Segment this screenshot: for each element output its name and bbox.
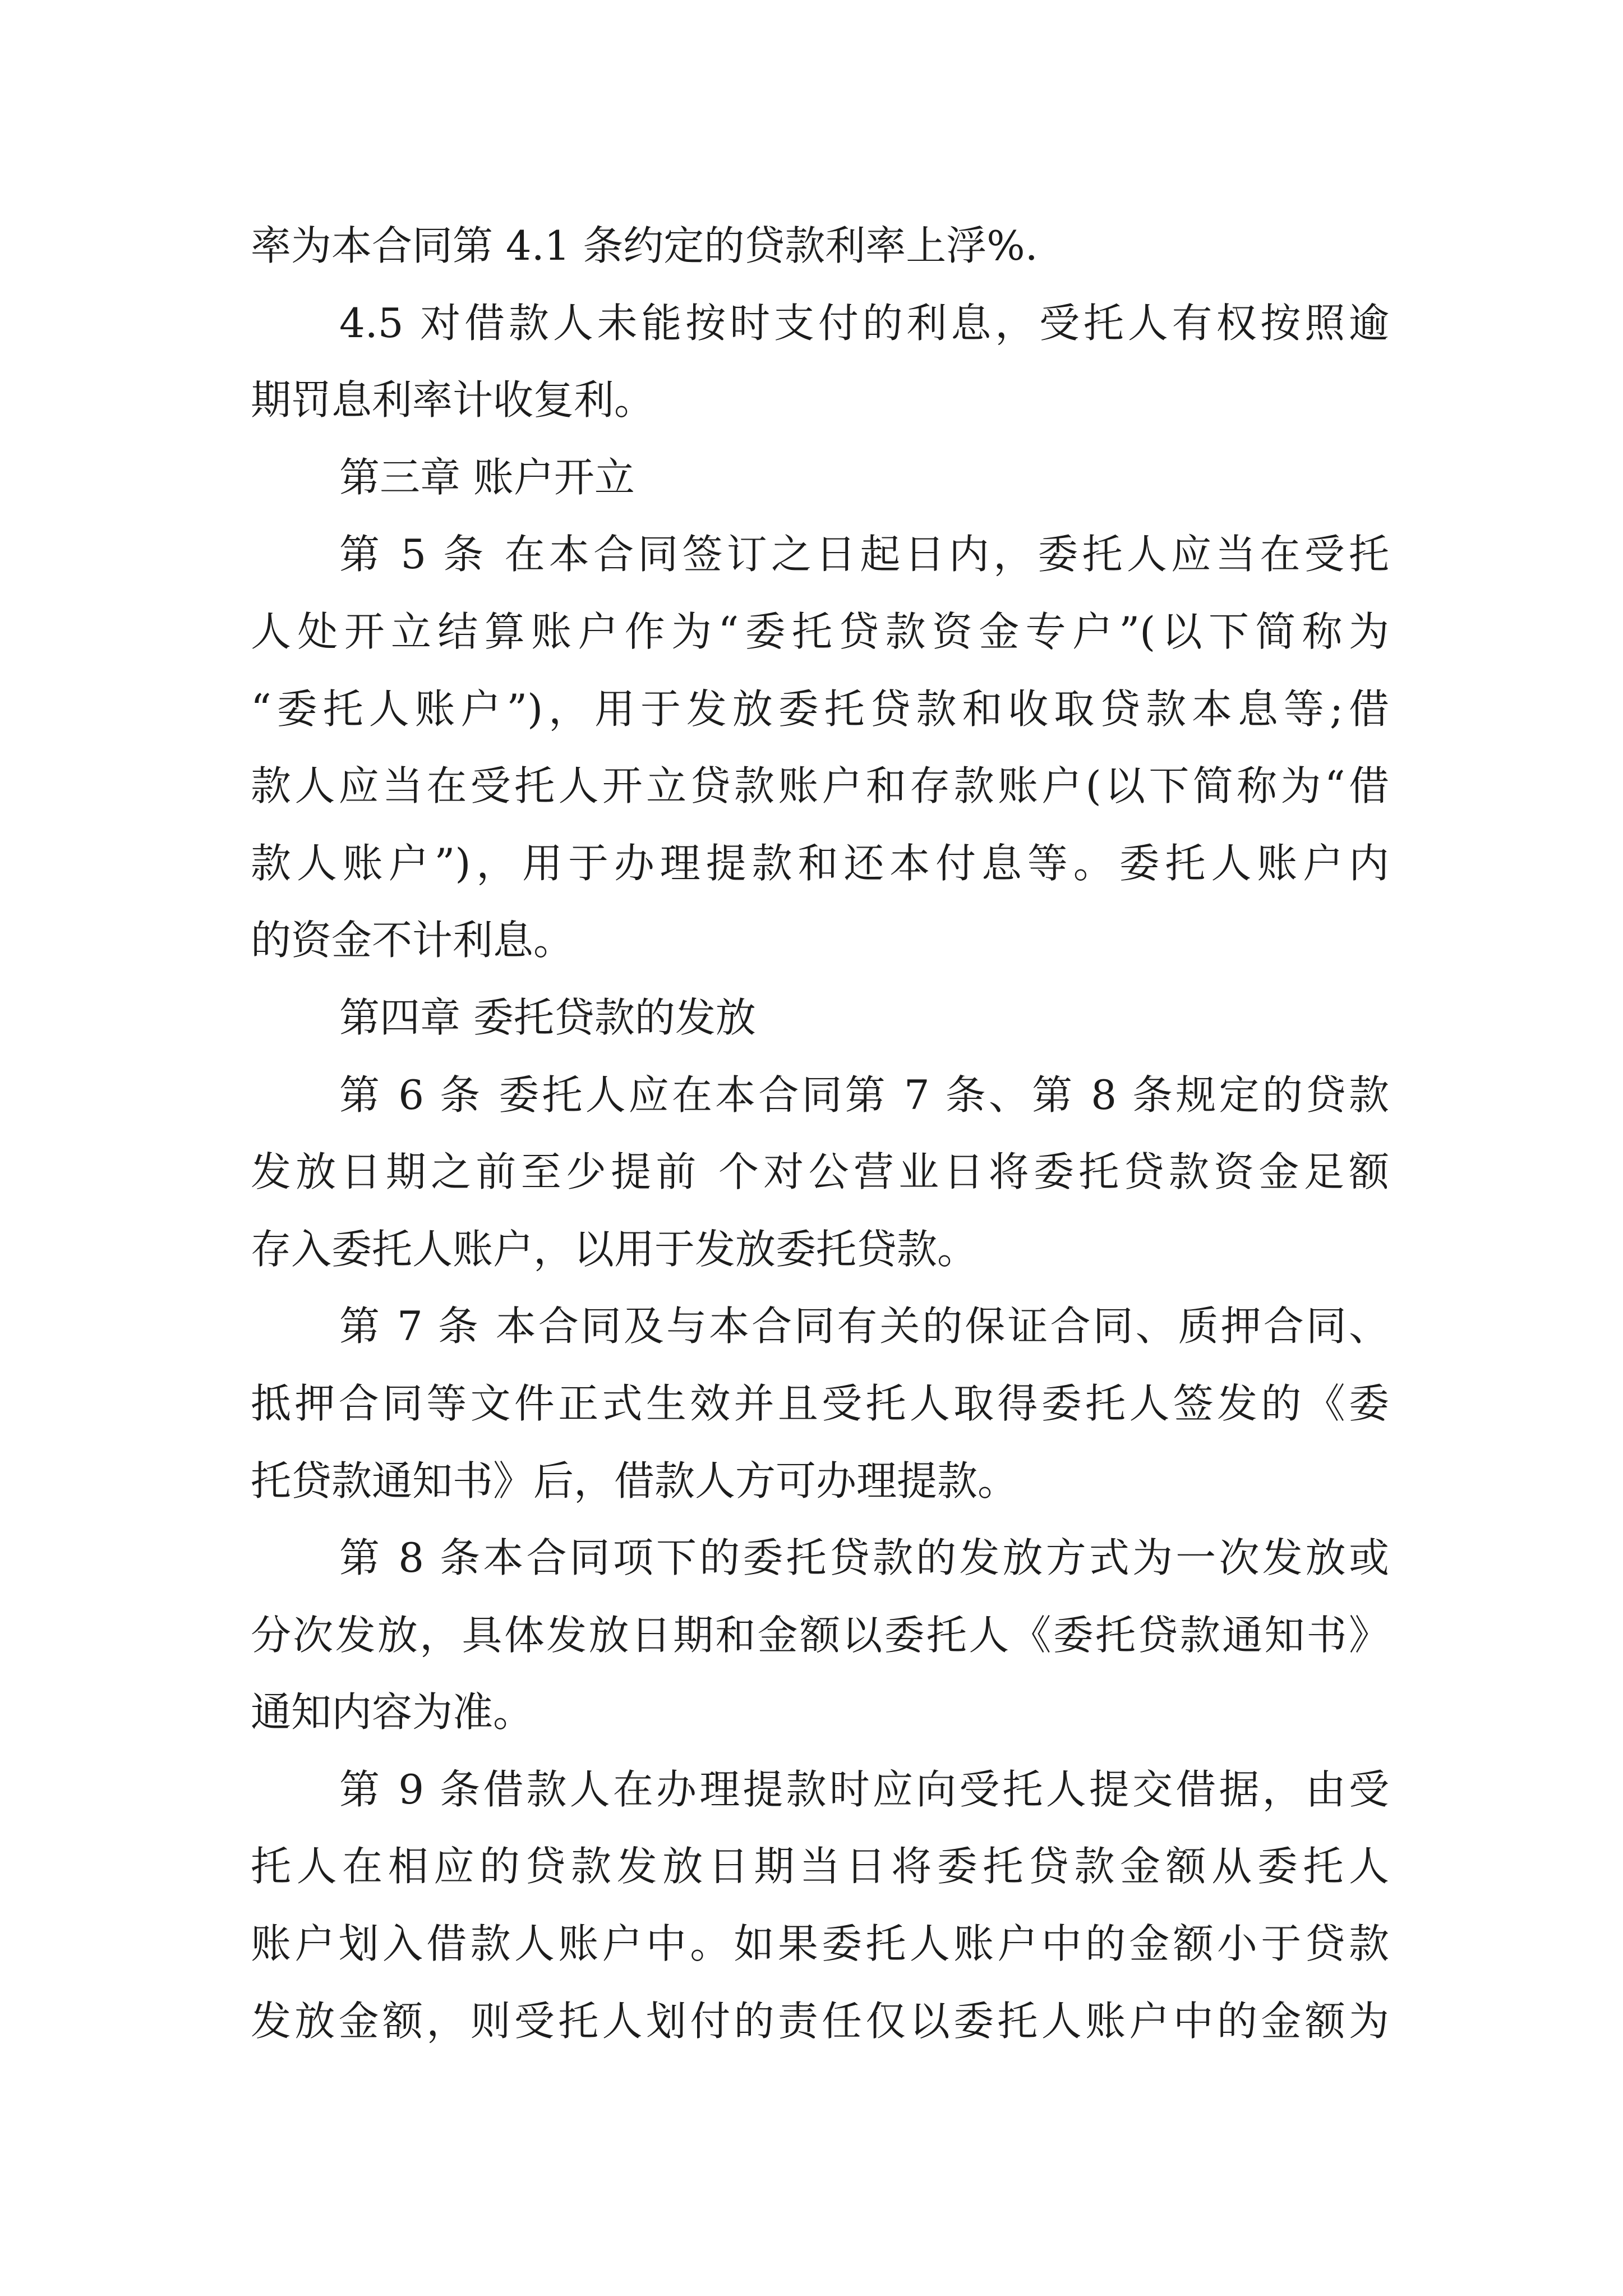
text-line: 款人账户”)，用于办理提款和还本付息等。委托人账户内 (251, 839, 1389, 887)
text-line: 款人应当在受托人开立贷款账户和存款账户(以下简称为“借 (251, 762, 1389, 810)
text-line: 账户划入借款人账户中。如果委托人账户中的金额小于贷款 (251, 1920, 1389, 1968)
text-line: 抵押合同等文件正式生效并且受托人取得委托人签发的《委 (251, 1379, 1389, 1427)
text-line: 托贷款通知书》后，借款人方可办理提款。 (251, 1457, 1018, 1504)
text-line: 分次发放，具体发放日期和金额以委托人《委托贷款通知书》 (251, 1611, 1389, 1659)
text-line: 发放日期之前至少提前 个对公营业日将委托贷款资金足额 (251, 1148, 1389, 1196)
chapter-heading: 第四章 委托贷款的发放 (339, 993, 756, 1041)
text-line: 第 9 条借款人在办理提款时应向受托人提交借据，由受 (339, 1765, 1389, 1813)
text-line: 4.5 对借款人未能按时支付的利息，受托人有权按照逾 (339, 299, 1389, 347)
text-line: 存入委托人账户，以用于发放委托贷款。 (251, 1225, 978, 1273)
chapter-heading: 第三章 账户开立 (339, 453, 635, 501)
text-line: 第 7 条 本合同及与本合同有关的保证合同、质押合同、 (339, 1303, 1389, 1350)
text-line: 发放金额，则受托人划付的责任仅以委托人账户中的金额为 (251, 1997, 1389, 2045)
document-body (251, 208, 1389, 2060)
text-line: 第 8 条本合同项下的委托贷款的发放方式为一次发放或 (339, 1534, 1389, 1582)
text-line: 率为本合同第 4.1 条约定的贷款利率上浮%. (251, 222, 1038, 269)
text-line: 的资金不计利息。 (251, 917, 574, 964)
text-line: 通知内容为准。 (251, 1688, 534, 1736)
text-line: 第 5 条 在本合同签订之日起日内，委托人应当在受托 (339, 531, 1389, 578)
text-line: 托人在相应的贷款发放日期当日将委托贷款金额从委托人 (251, 1843, 1389, 1890)
text-line: 人处开立结算账户作为“委托贷款资金专户”(以下简称为 (251, 608, 1389, 655)
text-line: 期罚息利率计收复利。 (251, 376, 655, 424)
text-line: “委托人账户”)，用于发放委托贷款和收取贷款本息等;借 (251, 685, 1389, 733)
text-line: 第 6 条 委托人应在本合同第 7 条、第 8 条规定的贷款 (339, 1071, 1389, 1119)
